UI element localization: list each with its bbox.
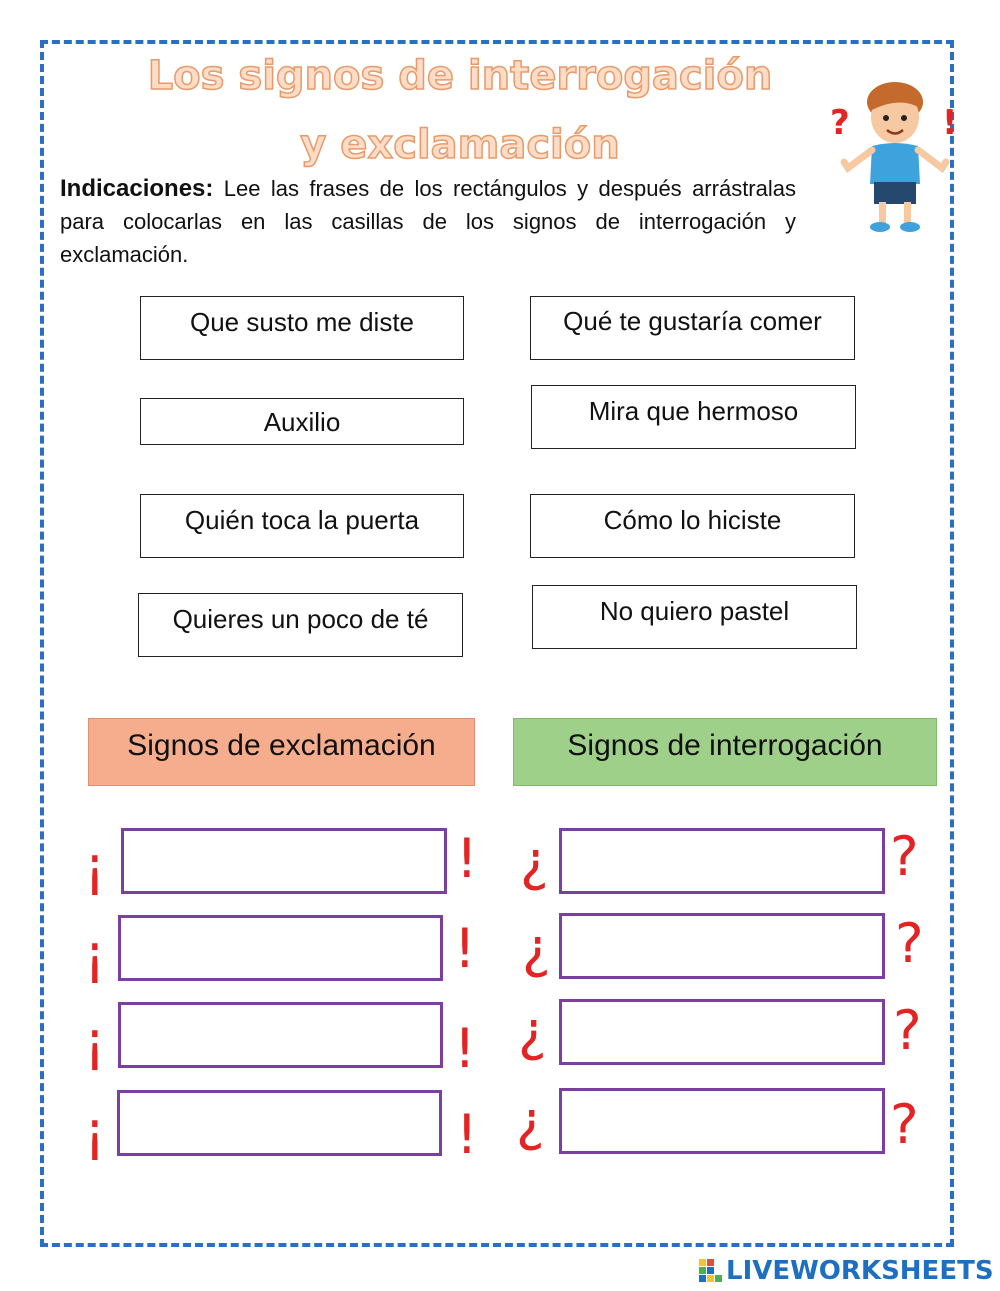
question-mark: ? <box>890 825 919 888</box>
inverted-question-mark: ¿ <box>516 1090 545 1153</box>
phrase-card[interactable] <box>140 398 464 445</box>
phrase-card[interactable] <box>531 385 856 449</box>
liveworksheets-logo-icon <box>698 1258 724 1284</box>
phrase-text: Qué te gustaría comer <box>563 306 822 336</box>
exclamation-mark: ! <box>456 1103 478 1166</box>
exclamation-header: Signos de exclamación <box>88 718 475 786</box>
inverted-exclamation-mark: ¡ <box>84 1100 106 1163</box>
inverted-exclamation-mark: ¡ <box>84 923 106 986</box>
phrase-card[interactable] <box>140 296 464 360</box>
phrase-card[interactable] <box>140 494 464 558</box>
instructions-text: Lee las frases de los rectángulos y después arrástralas para colocarlas en las casillas de los signos de interrogación y exclamación. <box>60 176 796 267</box>
phrase-card[interactable] <box>530 494 855 558</box>
inverted-question-mark: ¿ <box>522 917 551 980</box>
phrase-card[interactable] <box>532 585 857 649</box>
interrogation-drop-slot[interactable] <box>559 1088 885 1154</box>
exclamation-drop-slot[interactable] <box>118 915 443 981</box>
question-mark: ? <box>895 912 924 975</box>
phrase-text: Quieres un poco de té <box>172 604 429 634</box>
interrogation-header: Signos de interrogación <box>513 718 937 786</box>
phrase-text: Mira que hermoso <box>588 396 799 426</box>
title-line-1: Los signos de interrogación <box>147 53 773 99</box>
interrogation-drop-slot[interactable] <box>559 828 885 894</box>
title-line-2: y exclamación <box>300 122 620 168</box>
instructions-lead: Indicaciones: <box>60 175 214 202</box>
svg-text:?: ? <box>830 103 850 143</box>
phrase-text: Quién toca la puerta <box>184 505 420 535</box>
exclamation-drop-slot[interactable] <box>121 828 447 894</box>
question-mark: ? <box>893 999 922 1062</box>
phrase-text: No quiero pastel <box>599 596 790 626</box>
phrase-card[interactable] <box>138 593 463 657</box>
phrase-card[interactable] <box>530 296 855 360</box>
interrogation-drop-slot[interactable] <box>559 913 885 979</box>
instructions-paragraph <box>60 172 796 271</box>
inverted-exclamation-mark: ¡ <box>84 835 106 898</box>
svg-text:!: ! <box>942 103 958 143</box>
phrase-text: Que susto me diste <box>190 307 414 337</box>
inverted-exclamation-mark: ¡ <box>84 1010 106 1073</box>
exclamation-drop-slot[interactable] <box>118 1002 443 1068</box>
phrase-text: Auxilio <box>263 407 341 437</box>
exclamation-drop-slot[interactable] <box>117 1090 442 1156</box>
exclamation-mark: ! <box>456 827 478 890</box>
exclamation-mark: ! <box>454 917 476 980</box>
liveworksheets-brand <box>698 1256 994 1286</box>
brand-text: LIVEWORKSHEETS <box>726 1256 994 1286</box>
question-mark: ? <box>890 1093 919 1156</box>
interrogation-drop-slot[interactable] <box>559 999 885 1065</box>
inverted-question-mark: ¿ <box>518 1000 547 1063</box>
boy-illustration-icon <box>820 72 970 237</box>
inverted-question-mark: ¿ <box>520 830 549 893</box>
phrase-text: Cómo lo hiciste <box>603 505 782 535</box>
exclamation-mark: ! <box>454 1017 476 1080</box>
